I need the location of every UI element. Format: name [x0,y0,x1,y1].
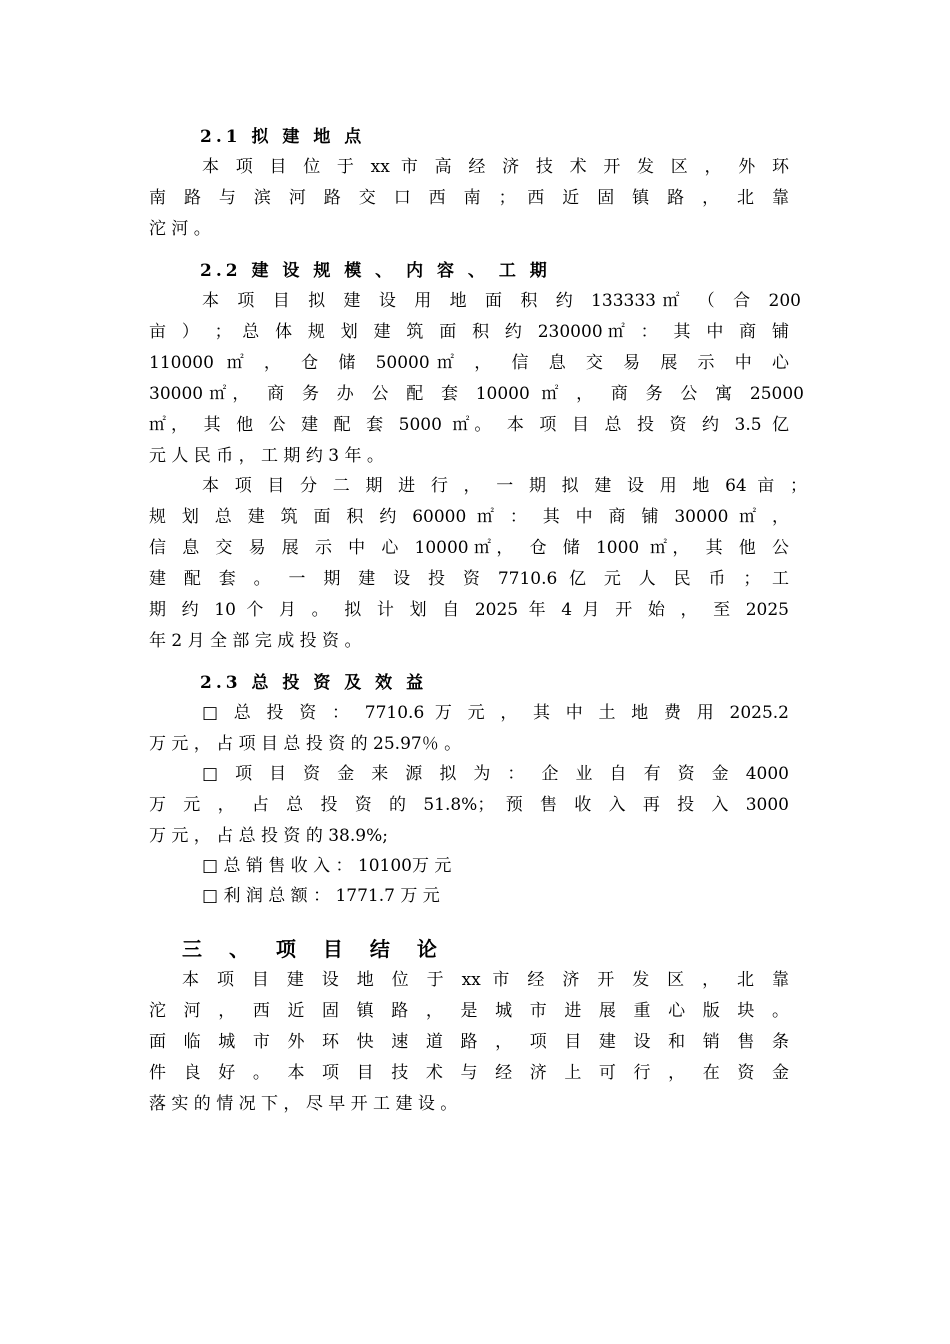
paragraph-line: 本 项 目 建 设 地 位 于 xx 市 经 济 开 发 区 ， 北 靠 [182,970,789,990]
list-item: □ 总 投 资 ： 7710.6 万 元 ， 其 中 土 地 费 用 2025.2 [202,703,789,723]
paragraph-line: 信 息 交 易 展 示 中 心 10000㎡， 仓 储 1000 ㎡， 其 他 公 [149,538,789,558]
list-item-continuation: 万 元 ， 占 总 投 资 的 51.8%； 预 售 收 入 再 投 入 3000 [149,795,789,815]
list-item: □ 项 目 资 金 来 源 拟 为 ： 企 业 自 有 资 金 4000 [202,764,789,784]
paragraph-line: 沱 河 ， 西 近 固 镇 路 ， 是 城 市 进 展 重 心 版 块 。 [149,1001,789,1021]
paragraph-line: 规 划 总 建 筑 面 积 约 60000 ㎡ ： 其 中 商 铺 30000 ㎡ ， [149,507,789,527]
section-2-1-heading: 2.1 拟 建 地 点 [200,127,366,147]
paragraph-line: 沱 河 。 [149,219,211,239]
paragraph-line: 30000㎡， 商 务 办 公 配 套 10000 ㎡ ， 商 务 公 寓 25000 [149,384,804,404]
paragraph-line: 建 配 套 。 一 期 建 设 投 资 7710.6 亿 元 人 民 币 ； 工 [149,569,789,589]
paragraph-line: 期 约 10 个 月 。 拟 计 划 自 2025 年 4 月 开 始 ， 至 2025 [149,600,789,620]
paragraph-line: 本 项 目 分 二 期 进 行 ， 一 期 拟 建 设 用 地 64 亩 ； [202,476,807,496]
paragraph-line: 件 良 好 。 本 项 目 技 术 与 经 济 上 可 行 ， 在 资 金 [149,1063,789,1083]
list-item-continuation: 万 元 ， 占 总 投 资 的 38.9%; [149,826,388,846]
section-2-3-heading: 2.3 总 投 资 及 效 益 [200,673,428,693]
paragraph-line: 面 临 城 市 外 环 快 速 道 路 ， 项 目 建 设 和 销 售 条 [149,1032,789,1052]
paragraph-line: 亩 ） ； 总 体 规 划 建 筑 面 积 约 230000㎡ ： 其 中 商 铺 [149,322,789,342]
paragraph-line: 本 项 目 位 于 xx 市 高 经 济 技 术 开 发 区 ， 外 环 [202,157,789,177]
paragraph-line: 110000 ㎡ ， 仓 储 50000㎡ ， 信 息 交 易 展 示 中 心 [149,353,789,373]
paragraph-line: 年 2 月 全 部 完 成 投 资 。 [149,631,362,651]
paragraph-line: 本 项 目 拟 建 设 用 地 面 积 约 133333㎡ （ 合 200 [202,291,801,311]
list-item: □ 利 润 总 额 ： 1771.7 万 元 [202,886,440,906]
paragraph-line: 元 人 民 币 ， 工 期 约 3 年 。 [149,446,384,466]
paragraph-line: 落 实 的 情 况 下 ， 尽 早 开 工 建 设 。 [149,1094,458,1114]
section-2-2-heading: 2.2 建 设 规 模 、 内 容 、 工 期 [200,261,551,281]
list-item-continuation: 万 元 ， 占 项 目 总 投 资 的 25.97％ 。 [149,734,462,754]
section-3-heading: 三 、 项 目 结 论 [182,937,447,961]
paragraph-line: 南 路 与 滨 河 路 交 口 西 南 ； 西 近 固 镇 路 ， 北 靠 [149,188,789,208]
list-item: □ 总 销 售 收 入 ： 10100万 元 [202,856,452,876]
paragraph-line: ㎡， 其 他 公 建 配 套 5000 ㎡。 本 项 目 总 投 资 约 3.5 亿 [149,415,789,435]
